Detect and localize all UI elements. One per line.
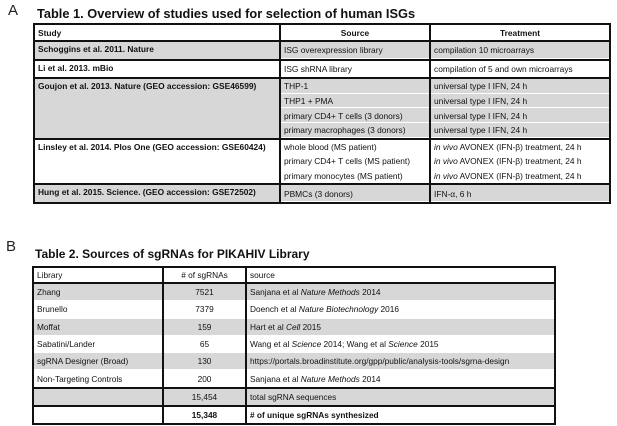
source-cell: primary CD4+ T cells (3 donors) bbox=[280, 108, 430, 123]
source-cell bbox=[246, 283, 555, 301]
source-year: 2016 bbox=[378, 304, 399, 315]
table-row bbox=[34, 41, 610, 60]
table-row bbox=[33, 283, 555, 301]
table-row bbox=[33, 318, 555, 335]
treatment-italic: in vivo bbox=[434, 141, 458, 152]
table-2 bbox=[32, 266, 556, 425]
header-count: # of sgRNAs bbox=[163, 267, 246, 283]
source-cell: primary CD4+ T cells (MS patient) bbox=[280, 154, 430, 169]
journal-name: Cell bbox=[285, 321, 301, 332]
source-cell bbox=[246, 370, 555, 388]
journal-name: Nature Biotechnology bbox=[298, 304, 379, 315]
study-cell: Linsley et al. 2014. Plos One (GEO accession: GSE60424) bbox=[34, 139, 280, 185]
total-row bbox=[33, 388, 555, 406]
count-cell: 65 bbox=[163, 335, 246, 352]
count-cell: 130 bbox=[163, 353, 246, 370]
library-cell: Moffat bbox=[33, 318, 163, 335]
table-1 bbox=[33, 23, 611, 204]
total-label: total sgRNA sequences bbox=[246, 388, 555, 406]
treatment-text: AVONEX (IFN-β) treatment, 24 h bbox=[457, 171, 582, 182]
source-year: 2014 bbox=[359, 373, 381, 384]
library-cell: sgRNA Designer (Broad) bbox=[33, 353, 163, 370]
study-cell: Hung et al. 2015. Science. (GEO accession: GSE72502) bbox=[34, 184, 280, 203]
source-text: Sanjana et al bbox=[250, 373, 301, 384]
source-text: 2014; Wang et al bbox=[321, 339, 389, 350]
source-year: 2015 bbox=[417, 339, 439, 350]
study-cell: Li et al. 2013. mBio bbox=[34, 60, 280, 79]
count-cell: 159 bbox=[163, 318, 246, 335]
final-label: # of unique sgRNAs synthesized bbox=[246, 406, 555, 424]
final-row bbox=[33, 406, 555, 424]
source-year: 2014 bbox=[359, 287, 381, 298]
library-cell: Non-Targeting Controls bbox=[33, 370, 163, 388]
journal-name: Science bbox=[388, 339, 418, 350]
source-cell: THP-1 bbox=[280, 78, 430, 94]
table-row bbox=[33, 353, 555, 370]
library-cell: Zhang bbox=[33, 283, 163, 301]
journal-name: Nature Methods bbox=[300, 287, 360, 298]
source-cell: primary macrophages (3 donors) bbox=[280, 123, 430, 139]
source-cell: primary monocytes (MS patient) bbox=[280, 169, 430, 185]
treatment-italic: in vivo bbox=[434, 156, 458, 167]
table-row bbox=[34, 60, 610, 79]
treatment-text: AVONEX (IFN-β) treatment, 24 h bbox=[457, 156, 582, 167]
table-2-caption: Table 2. Sources of sgRNAs for PIKAHIV Library bbox=[35, 247, 310, 261]
treatment-text: AVONEX (IFN-β) treatment, 24 h bbox=[457, 141, 582, 152]
table-row bbox=[33, 301, 555, 318]
table-1-header-row bbox=[34, 24, 610, 41]
treatment-italic: in vivo bbox=[434, 171, 458, 182]
table-row bbox=[34, 78, 610, 94]
table-row bbox=[33, 370, 555, 388]
total-empty-cell bbox=[33, 388, 163, 406]
source-year: 2015 bbox=[300, 321, 322, 332]
source-cell bbox=[246, 335, 555, 352]
journal-name: Science bbox=[291, 339, 322, 350]
treatment-cell: universal type I IFN, 24 h bbox=[430, 108, 610, 123]
journal-name: Nature Methods bbox=[300, 373, 360, 384]
total-count: 15,454 bbox=[163, 388, 246, 406]
panel-letter-a: A bbox=[8, 2, 19, 19]
header-source: Source bbox=[280, 24, 430, 41]
treatment-cell: universal type I IFN, 24 h bbox=[430, 78, 610, 94]
header-source: source bbox=[246, 267, 555, 283]
source-cell bbox=[246, 301, 555, 318]
source-cell: PBMCs (3 donors) bbox=[280, 184, 430, 203]
source-cell: ISG overexpression library bbox=[280, 41, 430, 60]
count-cell: 200 bbox=[163, 370, 246, 388]
count-cell: 7521 bbox=[163, 283, 246, 301]
header-study: Study bbox=[34, 24, 280, 41]
source-cell bbox=[246, 318, 555, 335]
treatment-cell bbox=[430, 154, 610, 169]
source-cell: THP1 + PMA bbox=[280, 94, 430, 109]
treatment-cell: universal type I IFN, 24 h bbox=[430, 94, 610, 109]
table-1-caption: Table 1. Overview of studies used for selection of human ISGs bbox=[37, 6, 416, 21]
header-library: Library bbox=[33, 267, 163, 283]
treatment-cell: universal type I IFN, 24 h bbox=[430, 123, 610, 139]
treatment-cell: compilation 10 microarrays bbox=[430, 41, 610, 60]
table-row bbox=[34, 184, 610, 203]
table-row bbox=[33, 335, 555, 352]
treatment-cell bbox=[430, 139, 610, 155]
table-2-header-row bbox=[33, 267, 555, 283]
library-cell: Sabatini/Lander bbox=[33, 335, 163, 352]
treatment-cell: compilation of 5 and own microarrays bbox=[430, 60, 610, 79]
source-text: Sanjana et al bbox=[250, 287, 301, 298]
study-cell: Goujon et al. 2013. Nature (GEO accession: GSE46599) bbox=[34, 78, 280, 138]
source-text: Wang et al bbox=[250, 339, 292, 350]
table-row bbox=[34, 139, 610, 155]
source-text: Hart et al bbox=[250, 321, 286, 332]
final-empty-cell bbox=[33, 406, 163, 424]
source-cell: ISG shRNA library bbox=[280, 60, 430, 79]
count-cell: 7379 bbox=[163, 301, 246, 318]
header-treatment: Treatment bbox=[430, 24, 610, 41]
source-cell: whole blood (MS patient) bbox=[280, 139, 430, 155]
study-cell: Schoggins et al. 2011. Nature bbox=[34, 41, 280, 60]
final-count: 15,348 bbox=[163, 406, 246, 424]
treatment-cell bbox=[430, 169, 610, 185]
source-url: https://portals.broadinstitute.org/gpp/public/analysis-tools/sgrna-design bbox=[250, 356, 510, 367]
source-url-cell bbox=[246, 353, 555, 370]
panel-letter-b: B bbox=[6, 238, 17, 255]
library-cell: Brunello bbox=[33, 301, 163, 318]
treatment-cell: IFN-α, 6 h bbox=[430, 184, 610, 203]
source-text: Doench et al bbox=[250, 304, 299, 315]
